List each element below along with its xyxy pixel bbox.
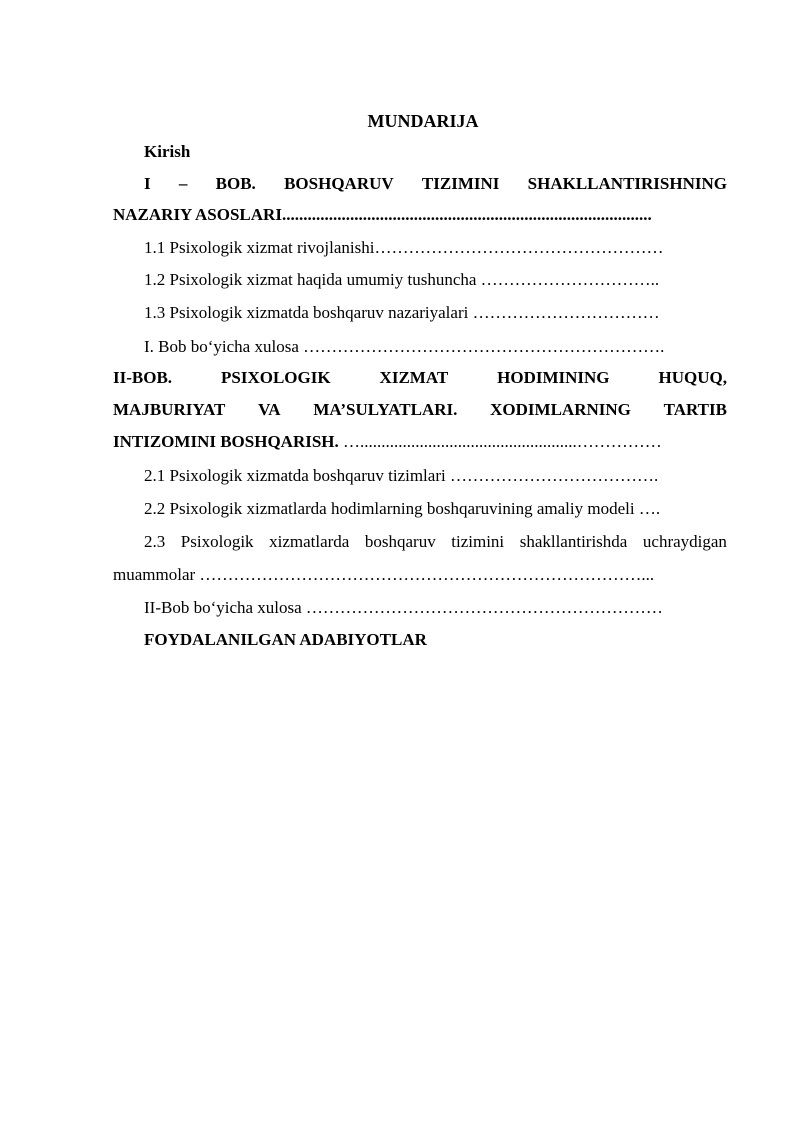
entry-word: boshqaruv bbox=[364, 532, 436, 551]
entry-word: xizmatlarda bbox=[269, 532, 350, 551]
entry-word: Psixologik bbox=[180, 532, 254, 551]
heading-word: XODIMLARNING bbox=[490, 400, 631, 419]
toc-chapter1-heading-line2: NAZARIY ASOSLARI....................................................................................... bbox=[113, 205, 652, 224]
entry-word: uchraydigan bbox=[642, 532, 727, 551]
heading-word: BOB. bbox=[215, 174, 256, 193]
heading-word: MAJBURIYAT bbox=[113, 400, 226, 419]
toc-entry-chapter1-conclusion: I. Bob bo‘yicha xulosa ………………………………………………………. bbox=[144, 337, 665, 356]
heading-word: PSIXOLOGIK bbox=[221, 368, 331, 387]
toc-entry-2-2: 2.2 Psixologik xizmatlarda hodimlarning boshqaruvining amaliy modeli …. bbox=[144, 499, 661, 518]
heading-word: HODIMINING bbox=[497, 368, 610, 387]
toc-entry-references: FOYDALANILGAN ADABIYOTLAR bbox=[144, 630, 427, 649]
toc-entry-1-2: 1.2 Psixologik xizmat haqida umumiy tushuncha ………………………….. bbox=[144, 270, 660, 289]
page-title: MUNDARIJA bbox=[367, 111, 479, 131]
heading-word: TIZIMINI bbox=[421, 174, 500, 193]
toc-entry-kirish: Kirish bbox=[144, 142, 191, 161]
heading-text: INTIZOMINI BOSHQARISH. bbox=[113, 432, 339, 451]
heading-word: XIZMAT bbox=[379, 368, 449, 387]
leader-dots: …...................................................…………… bbox=[338, 432, 662, 451]
toc-chapter2-heading-line3 bbox=[113, 430, 662, 454]
heading-word: I bbox=[144, 174, 151, 193]
heading-word: BOSHQARUV bbox=[284, 174, 394, 193]
entry-word: shakllantirishda bbox=[519, 532, 628, 551]
heading-word: VA bbox=[258, 400, 281, 419]
heading-word: TARTIB bbox=[663, 400, 727, 419]
toc-entry-1-3: 1.3 Psixologik xizmatda boshqaruv nazariyalari …………………………… bbox=[144, 303, 660, 322]
heading-word: II-BOB. bbox=[113, 368, 173, 387]
entry-word: tizimini bbox=[451, 532, 505, 551]
toc-chapter2-heading-line1 bbox=[113, 366, 727, 390]
toc-chapter2-heading-line2 bbox=[113, 398, 727, 422]
toc-entry-1-1: 1.1 Psixologik xizmat rivojlanishi…………………………………………… bbox=[144, 238, 664, 257]
heading-word: – bbox=[178, 174, 188, 193]
toc-entry-chapter2-conclusion: II-Bob bo‘yicha xulosa ……………………………………………………… bbox=[144, 598, 663, 617]
heading-word: HUQUQ, bbox=[658, 368, 727, 387]
heading-word: MA’SULYATLARI. bbox=[313, 400, 458, 419]
entry-word: 2.3 bbox=[144, 532, 166, 551]
toc-entry-2-3-line2: muammolar ……………………………………………………………………... bbox=[113, 565, 655, 584]
heading-word: SHAKLLANTIRISHNING bbox=[527, 174, 727, 193]
toc-entry-2-3-line1 bbox=[144, 530, 727, 554]
toc-entry-2-1: 2.1 Psixologik xizmatda boshqaruv tizimlari ………………………………. bbox=[144, 466, 659, 485]
toc-chapter1-heading-line1 bbox=[144, 172, 727, 196]
